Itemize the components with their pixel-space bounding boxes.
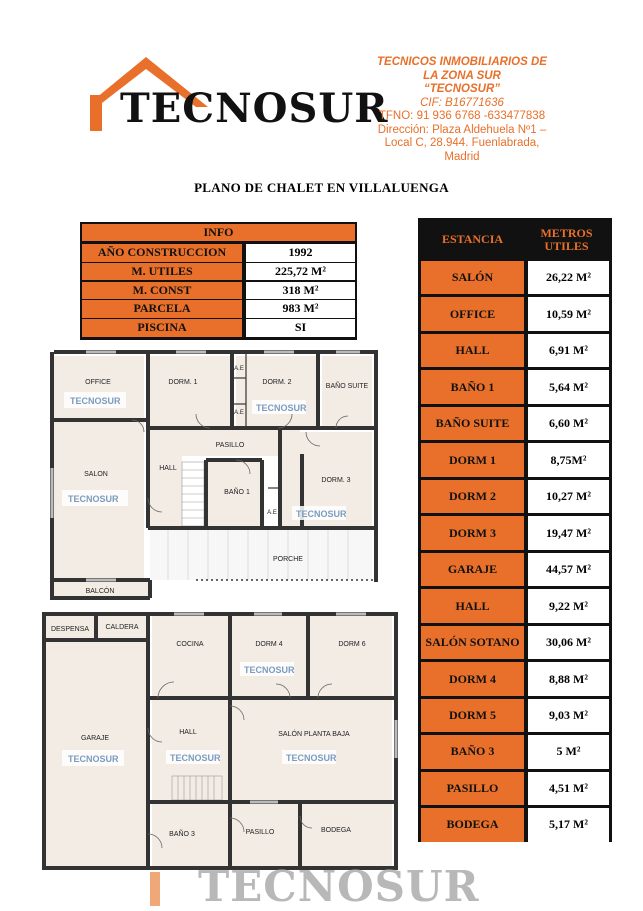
area-room: OFFICE bbox=[421, 297, 524, 330]
company-line3: “TECNOSUR” bbox=[423, 83, 501, 95]
lower-floor-plan bbox=[38, 608, 400, 875]
table-row bbox=[421, 626, 609, 659]
room-bodega: BODEGA bbox=[321, 827, 351, 834]
areas-header-room: ESTANCIA bbox=[421, 221, 524, 258]
table-row bbox=[421, 662, 609, 695]
area-value: 4,51 M² bbox=[528, 772, 609, 805]
company-line2: LA ZONA SUR bbox=[423, 69, 501, 82]
area-value: 6,60 M² bbox=[528, 407, 609, 440]
room-despensa: DESPENSA bbox=[50, 626, 90, 633]
company-address1: Dirección: Plaza Aldehuela Nº1 – bbox=[377, 123, 547, 136]
watermark: TECNOSUR bbox=[286, 753, 337, 763]
room-garaje: GARAJE bbox=[80, 735, 110, 742]
table-row bbox=[421, 699, 609, 732]
footer-roof-icon bbox=[150, 872, 160, 906]
company-line1: TECNICOS INMOBILIARIOS DE bbox=[377, 56, 547, 68]
room-hall: HALL bbox=[179, 729, 197, 736]
watermark: TECNOSUR bbox=[68, 754, 119, 764]
area-value: 44,57 M² bbox=[528, 553, 609, 586]
area-room: HALL bbox=[421, 589, 524, 622]
table-row bbox=[421, 334, 609, 367]
area-value: 5,17 M² bbox=[528, 808, 609, 841]
watermark: TECNOSUR bbox=[68, 494, 119, 504]
area-room: BODEGA bbox=[421, 808, 524, 841]
watermark: TECNOSUR bbox=[244, 665, 295, 675]
table-row bbox=[421, 480, 609, 513]
area-value: 9,22 M² bbox=[528, 589, 609, 622]
info-table bbox=[80, 222, 357, 340]
watermark: TECNOSUR bbox=[256, 403, 307, 413]
room-porche: PORCHE bbox=[273, 556, 303, 563]
info-value: 318 M² bbox=[246, 282, 355, 300]
area-room: DORM 5 bbox=[421, 699, 524, 732]
room-ae3: A.E bbox=[267, 510, 277, 516]
area-room: DORM 2 bbox=[421, 480, 524, 513]
table-row bbox=[421, 407, 609, 440]
area-room: SALÓN bbox=[421, 261, 524, 294]
table-row bbox=[421, 808, 609, 841]
info-label: PARCELA bbox=[82, 300, 242, 318]
area-room: DORM 1 bbox=[421, 443, 524, 476]
info-row bbox=[82, 244, 355, 262]
area-room: DORM 4 bbox=[421, 662, 524, 695]
areas-header-area: METROS UTILES bbox=[524, 221, 609, 258]
watermark: TECNOSUR bbox=[296, 509, 347, 519]
page-title: PLANO DE CHALET EN VILLALUENGA bbox=[194, 180, 449, 195]
room-dorm6: DORM 6 bbox=[338, 641, 366, 648]
info-row bbox=[82, 300, 355, 318]
table-row bbox=[421, 261, 609, 294]
table-row bbox=[421, 370, 609, 403]
areas-header bbox=[421, 221, 609, 258]
room-dorm3: DORM. 3 bbox=[321, 477, 351, 484]
area-room: DORM 3 bbox=[421, 516, 524, 549]
info-value: SI bbox=[246, 319, 355, 337]
company-address3: Madrid bbox=[444, 150, 480, 163]
room-hall: HALL bbox=[159, 465, 177, 472]
room-dorm2: DORM. 2 bbox=[262, 379, 292, 386]
area-room: PASILLO bbox=[421, 772, 524, 805]
area-value: 10,27 M² bbox=[528, 480, 609, 513]
company-info bbox=[362, 56, 562, 164]
table-row bbox=[421, 772, 609, 805]
table-row bbox=[421, 589, 609, 622]
info-value: 983 M² bbox=[246, 300, 355, 318]
room-bano1: BAÑO 1 bbox=[224, 489, 250, 496]
room-cocina: COCINA bbox=[176, 641, 204, 648]
upper-floor-plan bbox=[46, 348, 381, 605]
room-bano-suite: BAÑO SUITE bbox=[325, 383, 369, 390]
room-salon: SALON bbox=[84, 471, 108, 478]
room-bano3: BAÑO 3 bbox=[169, 831, 195, 838]
room-ae2: A.E bbox=[234, 410, 244, 416]
info-value: 225,72 M² bbox=[246, 263, 355, 281]
lower-floor-drawing bbox=[38, 608, 400, 870]
area-value: 9,03 M² bbox=[528, 699, 609, 732]
info-label: AÑO CONSTRUCCION bbox=[82, 244, 242, 262]
room-pasillo: PASILLO bbox=[215, 442, 245, 449]
watermark: TECNOSUR bbox=[70, 396, 121, 406]
company-cif: CIF: B16771636 bbox=[420, 96, 504, 109]
company-address2: Local C, 28.944. Fuenlabrada, bbox=[384, 137, 540, 149]
area-value: 26,22 M² bbox=[528, 261, 609, 294]
room-dorm4: DORM 4 bbox=[255, 641, 283, 648]
area-room: BAÑO 1 bbox=[421, 370, 524, 403]
room-ae1: A.E bbox=[234, 366, 244, 372]
info-header: INFO bbox=[82, 224, 355, 241]
room-office: OFFICE bbox=[85, 379, 111, 386]
area-value: 5 M² bbox=[528, 735, 609, 768]
room-salon-planta-baja: SALÓN PLANTA BAJA bbox=[278, 731, 350, 738]
info-value: 1992 bbox=[246, 244, 355, 262]
table-row bbox=[421, 297, 609, 330]
brand-logo bbox=[88, 55, 389, 135]
area-value: 8,75M² bbox=[528, 443, 609, 476]
info-label: M. UTILES bbox=[82, 263, 242, 281]
table-row bbox=[421, 553, 609, 586]
info-label: PISCINA bbox=[82, 319, 242, 337]
area-value: 6,91 M² bbox=[528, 334, 609, 367]
room-balcon: BALCÓN bbox=[85, 588, 115, 595]
table-row bbox=[421, 735, 609, 768]
info-label: M. CONST bbox=[82, 282, 242, 300]
room-caldera: CALDERA bbox=[105, 624, 139, 631]
area-value: 19,47 M² bbox=[528, 516, 609, 549]
watermark: TECNOSUR bbox=[170, 753, 221, 763]
area-room: GARAJE bbox=[421, 553, 524, 586]
room-dorm1: DORM. 1 bbox=[168, 379, 198, 386]
areas-rows bbox=[421, 261, 609, 842]
info-row bbox=[82, 263, 355, 281]
info-row bbox=[82, 282, 355, 300]
area-value: 8,88 M² bbox=[528, 662, 609, 695]
brand-name: TECNOSUR bbox=[120, 85, 389, 132]
footer-brand: TECNOSUR bbox=[198, 862, 480, 911]
company-phone: TFNO: 91 936 6768 -633477838 bbox=[378, 110, 546, 122]
info-row bbox=[82, 319, 355, 337]
area-value: 5,64 M² bbox=[528, 370, 609, 403]
area-value: 10,59 M² bbox=[528, 297, 609, 330]
area-value: 30,06 M² bbox=[528, 626, 609, 659]
area-room: BAÑO 3 bbox=[421, 735, 524, 768]
footer-logo bbox=[150, 858, 490, 911]
area-room: BAÑO SUITE bbox=[421, 407, 524, 440]
area-room: SALÓN SOTANO bbox=[421, 626, 524, 659]
table-row bbox=[421, 443, 609, 476]
upper-floor-drawing bbox=[46, 348, 381, 600]
area-room: HALL bbox=[421, 334, 524, 367]
areas-table bbox=[418, 218, 612, 842]
room-pasillo: PASILLO bbox=[245, 829, 275, 836]
table-row bbox=[421, 516, 609, 549]
